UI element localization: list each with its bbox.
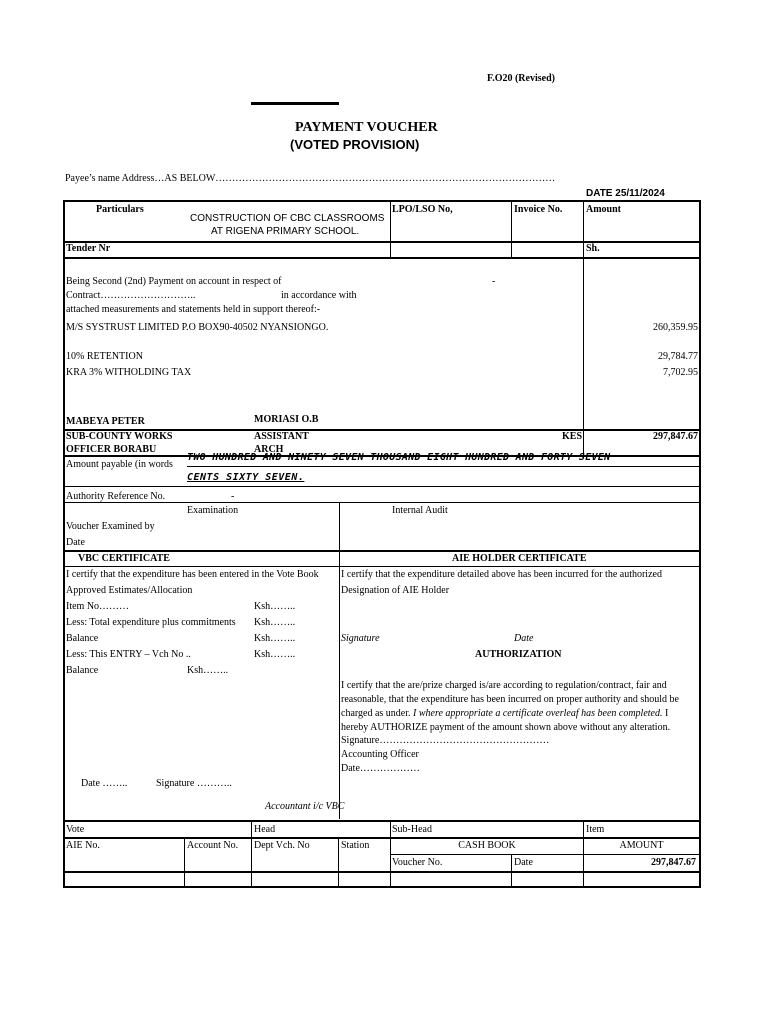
amount-words-line2: CENTS SIXTY SEVEN.	[187, 472, 305, 483]
vbc-ksh-5: Ksh……..	[187, 665, 229, 676]
vbc-title: VBC CERTIFICATE	[78, 553, 170, 564]
frame-bottom	[63, 886, 701, 888]
col-amount	[583, 201, 584, 457]
col-invoice	[511, 201, 512, 258]
lpo-label: LPO/LSO No,	[392, 204, 453, 215]
currency-label: KES	[562, 431, 583, 442]
internal-audit-label: Internal Audit	[392, 505, 448, 516]
bcol-account	[184, 838, 185, 888]
signatory1-title1: SUB-COUNTY WORKS	[66, 431, 173, 442]
project-line1: CONSTRUCTION OF CBC CLASSROOMS	[190, 213, 385, 224]
tax-amount: 7,702.95	[663, 367, 698, 378]
account-no-label: Account No.	[187, 840, 239, 851]
words-underline1	[187, 466, 699, 467]
accounting-officer: Accounting Officer	[341, 749, 419, 760]
bottom-amount-value: 297,847.67	[651, 857, 696, 868]
vbc-ksh-1: Ksh……..	[254, 601, 296, 612]
auth-line3-c: I	[664, 708, 669, 719]
aie-line1: I certify that the expenditure detailed above has been incurred for the authorized	[341, 569, 662, 580]
body-line3: attached measurements and statements held in support thereof:-	[66, 304, 321, 315]
examination-date-label: Date	[66, 537, 85, 548]
aie-line2: Designation of AIE Holder	[341, 585, 450, 596]
bcol-head	[251, 821, 252, 888]
bottom-row3-rule	[63, 871, 701, 873]
contractor-name: M/S SYSTRUST LIMITED P.O BOX90-40502 NYANSIONGO.	[66, 322, 329, 333]
vbc-item-no: Item No………	[66, 601, 130, 612]
authorization-title: AUTHORIZATION	[475, 649, 562, 660]
form-number: F.O20 (Revised)	[487, 73, 555, 84]
tax-label: KRA 3% WITHOLDING TAX	[66, 367, 192, 378]
sh-label: Sh.	[586, 243, 600, 254]
col-lpo	[390, 201, 391, 258]
amount-label: Amount	[586, 204, 622, 215]
frame-top	[63, 200, 701, 202]
voucher-examined-label: Voucher Examined by	[66, 521, 155, 532]
bottom-date-label: Date	[514, 857, 533, 868]
vbc-line1: I certify that the expenditure has been entered in the Vote Book	[66, 569, 319, 580]
examination-label: Examination	[187, 505, 239, 516]
vbc-balance2: Balance	[66, 665, 99, 676]
subhead-label: Sub-Head	[392, 824, 432, 835]
voucher-no-label: Voucher No.	[392, 857, 443, 868]
body-line1: Being Second (2nd) Payment on account in respect of	[66, 276, 282, 287]
head-label: Head	[254, 824, 276, 835]
vbc-balance: Balance	[66, 633, 99, 644]
row-tender-bottom	[63, 257, 701, 259]
vbc-ksh-3: Ksh……..	[254, 633, 296, 644]
signatory2-name: MORIASI O.B	[254, 414, 319, 425]
accordance-text: in accordance with	[281, 290, 357, 301]
dept-vch-label: Dept Vch. No	[254, 840, 310, 851]
auth-line4: hereby AUTHORIZE payment of the amount shown above without any alteration.	[341, 722, 671, 733]
retention-label: 10% RETENTION	[66, 351, 143, 362]
bottom-row1-rule	[63, 837, 701, 839]
vbc-ksh-2: Ksh……..	[254, 617, 296, 628]
authority-label: Authority Reference No.	[66, 491, 166, 502]
auth-signature: Signature……………………………………………	[341, 735, 550, 746]
aie-signature: Signature	[341, 633, 380, 644]
row-tender-top	[63, 241, 701, 243]
auth-date: Date………………	[341, 763, 420, 774]
vbc-signature: Signature ………..	[156, 778, 232, 789]
cert-top-rule	[63, 550, 701, 552]
station-label: Station	[341, 840, 370, 851]
vbc-date: Date ……..	[81, 778, 128, 789]
retention-amount: 29,784.77	[658, 351, 698, 362]
project-line2: AT RIGENA PRIMARY SCHOOL.	[211, 226, 360, 237]
contract-line: Contract………………………..	[66, 290, 196, 301]
voucher-date: DATE 25/11/2024	[586, 188, 665, 199]
auth-line1: I certify that the are/prize charged is/are according to regulation/contract, fair and	[341, 680, 667, 691]
bcol-station	[338, 838, 339, 888]
invoice-label: Invoice No.	[514, 204, 563, 215]
cashbook-rule	[390, 854, 700, 855]
auth-line2: reasonable, that the expenditure has been incurred on proper authority and should be	[341, 694, 679, 705]
page-title: PAYMENT VOUCHER	[295, 120, 438, 135]
signatory1-name: MABEYA PETER	[66, 416, 145, 427]
vbc-accountant: Accountant i/c VBC	[265, 801, 345, 812]
contract-amount: 260,359.95	[653, 322, 698, 333]
aie-date: Date	[514, 633, 534, 644]
amount-col-label: AMOUNT	[619, 840, 664, 851]
page-subtitle: (VOTED PROVISION)	[290, 137, 420, 152]
amount-words-line1: TWO HUNDRED AND NINETY SEVEN THOUSAND EIGHT HUNDRED AND FORTY SEVEN	[187, 452, 611, 463]
total-amount: 297,847.67	[653, 431, 698, 442]
vbc-less-total: Less: Total expenditure plus commitments	[66, 617, 236, 628]
frame-right	[699, 200, 701, 888]
signatory2-title2: ARCH	[254, 444, 284, 455]
vbc-less-entry: Less: This ENTRY – Vch No ..	[66, 649, 191, 660]
tender-label: Tender Nr	[66, 243, 111, 254]
frame-left	[63, 200, 65, 888]
auth-line3	[341, 708, 668, 719]
body-dash: -	[492, 276, 496, 287]
bottom-table-top	[63, 820, 701, 822]
vbc-line2: Approved Estimates/Allocation	[66, 585, 193, 596]
auth-line3-a: charged as under.	[341, 708, 411, 719]
aie-no-label: AIE No.	[66, 840, 100, 851]
cert-title-rule	[63, 566, 700, 567]
item-label: Item	[586, 824, 605, 835]
signatory2-title1: ASSISTANT	[254, 431, 309, 442]
words-bottom-rule	[63, 486, 700, 487]
aie-title: AIE HOLDER CERTIFICATE	[452, 553, 587, 564]
authority-value: -	[231, 491, 235, 502]
authority-rule	[63, 502, 700, 503]
signatory1-title2: OFFICER BORABU	[66, 444, 157, 455]
amount-words-label: Amount payable (in words	[66, 459, 173, 470]
title-rule	[251, 102, 339, 105]
particulars-label: Particulars	[96, 204, 144, 215]
vbc-ksh-4: Ksh……..	[254, 649, 296, 660]
cash-book-label: CASH BOOK	[458, 840, 516, 851]
auth-line3-b: I where appropriate a certificate overleaf has been completed.	[413, 708, 663, 719]
vote-label: Vote	[66, 824, 85, 835]
payee-line: Payee’s name Address…AS BELOW…………………………………………………………………………………………	[65, 173, 556, 184]
